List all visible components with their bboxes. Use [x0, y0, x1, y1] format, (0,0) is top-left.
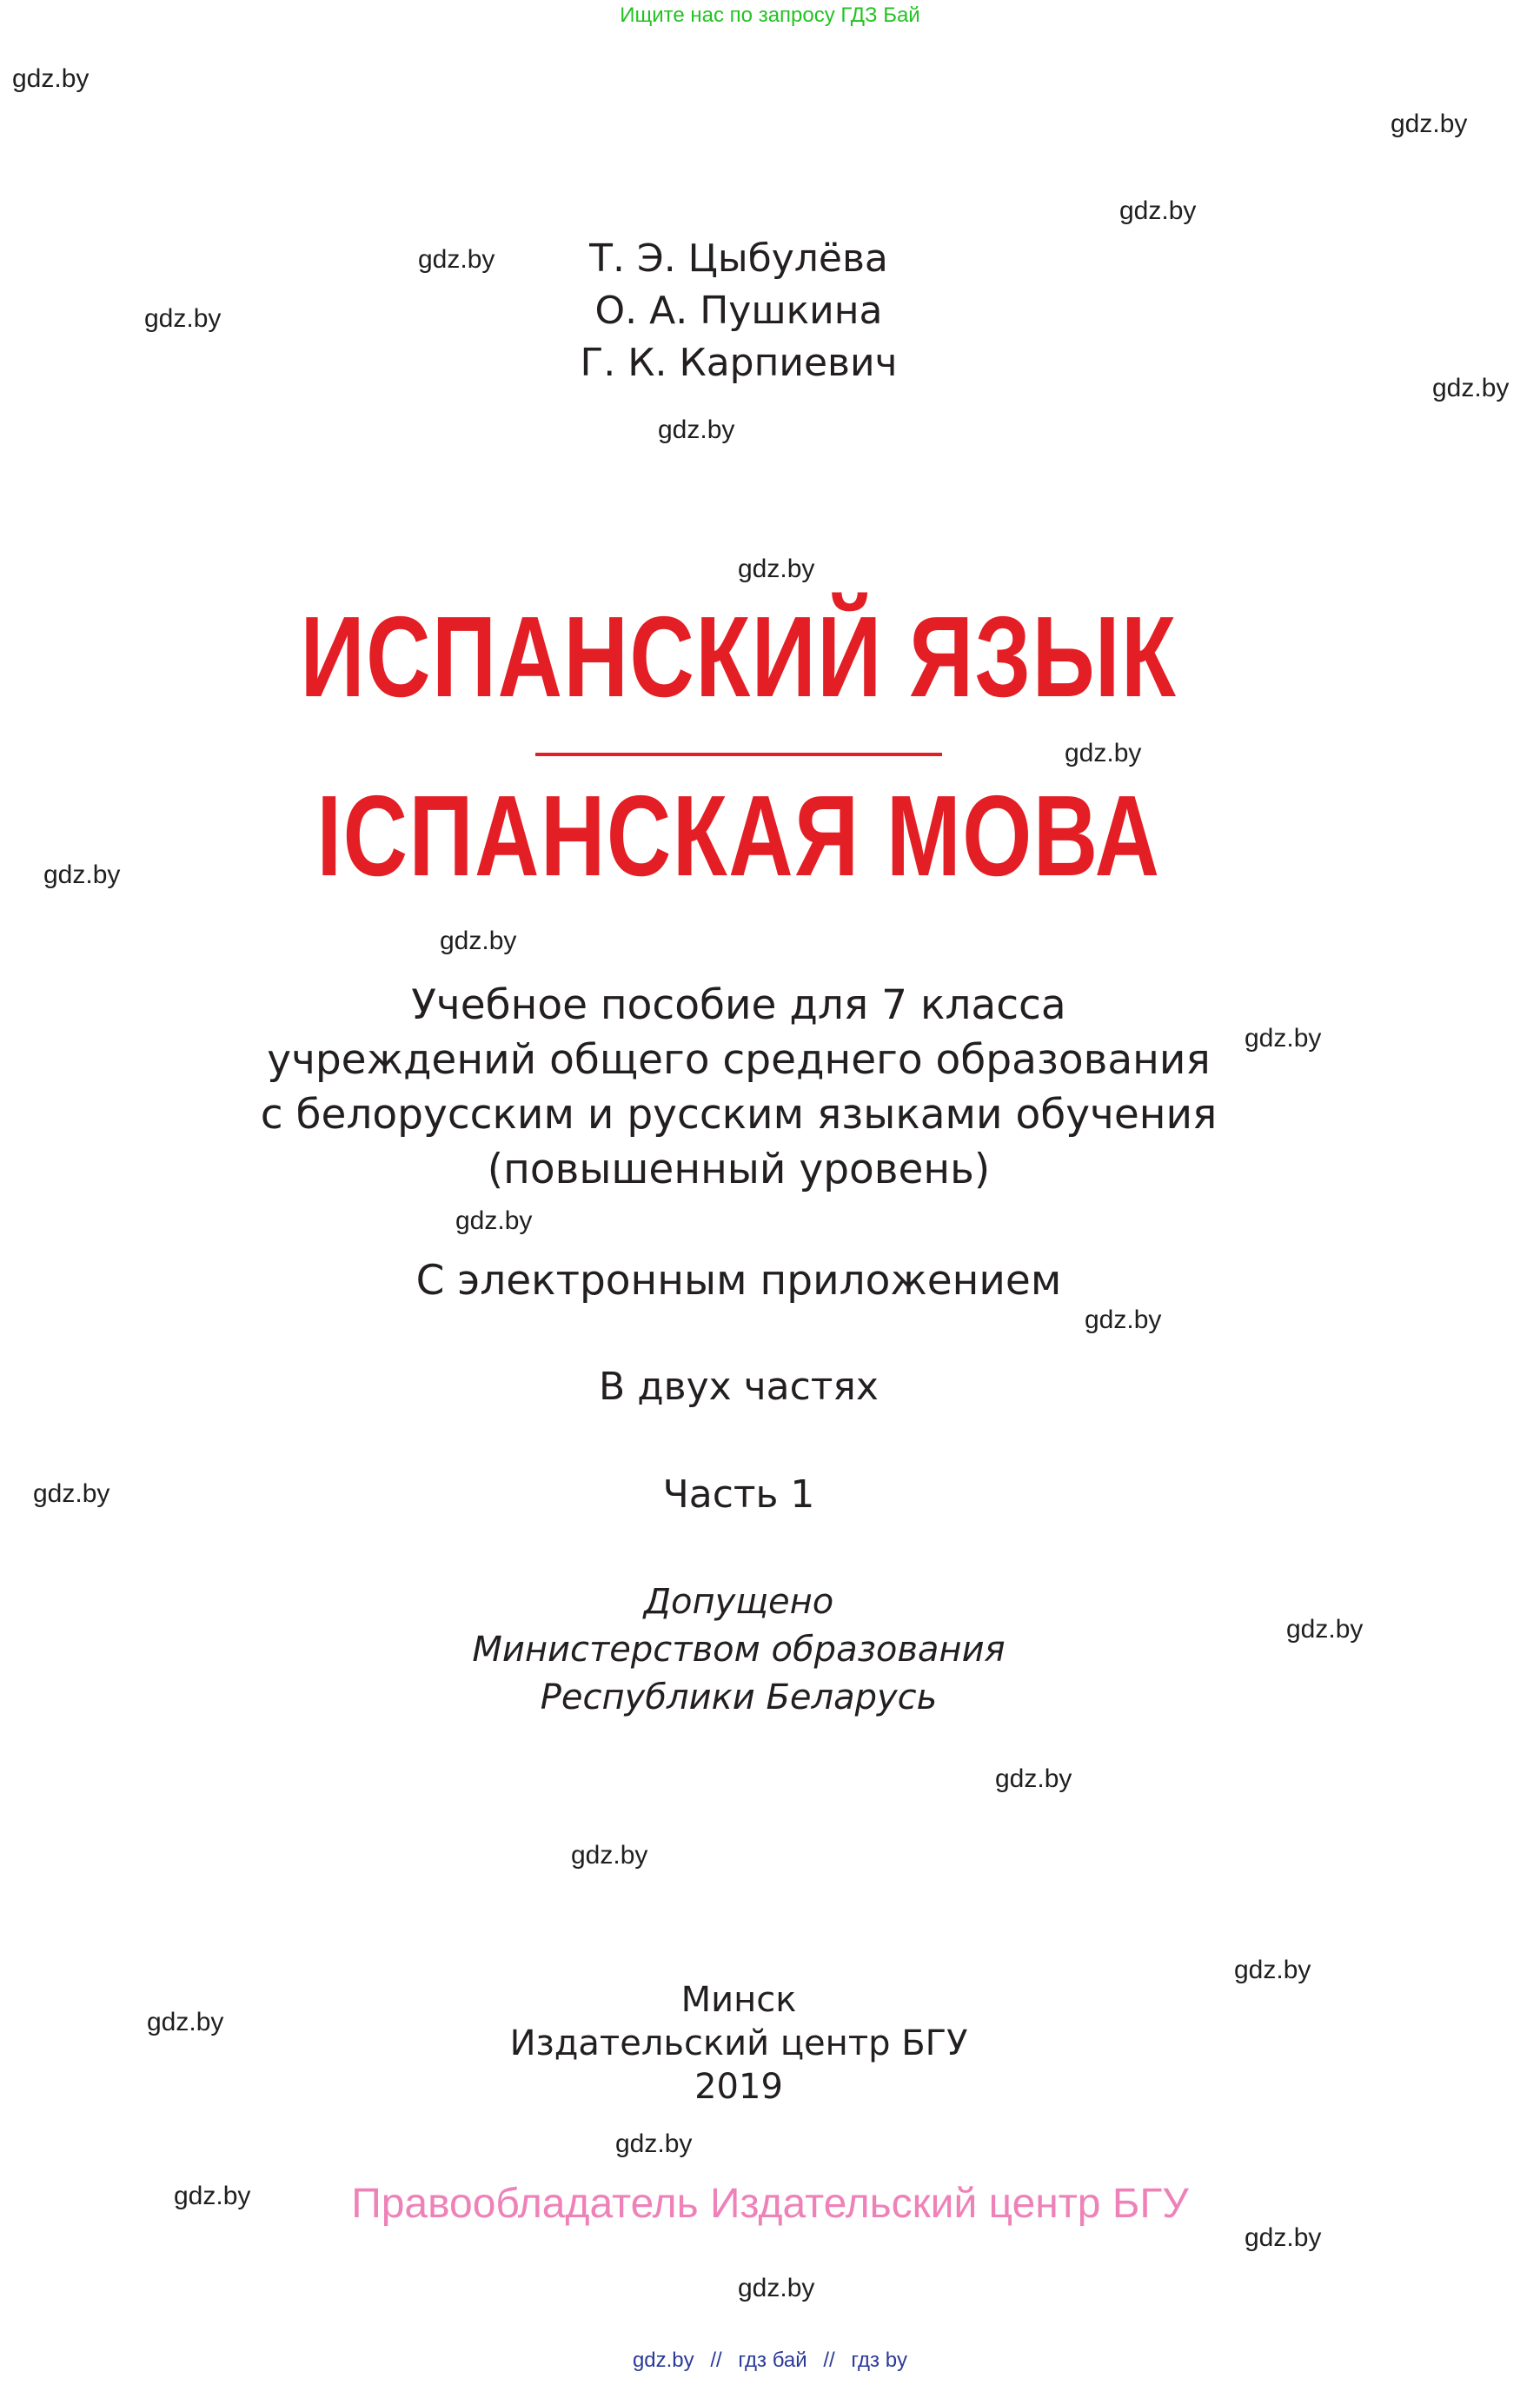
approval-note	[0, 1578, 1477, 1722]
imprint	[0, 1978, 1477, 2109]
watermark: gdz.by	[174, 2182, 251, 2210]
footer-link-gdz-by[interactable]: gdz.by	[632, 2348, 694, 2372]
parts-info: В двух частях	[599, 1365, 879, 1409]
footer-link-gdz-bai[interactable]: гдз бай	[738, 2348, 807, 2372]
watermark: gdz.by	[571, 1841, 648, 1870]
imprint-year: 2019	[694, 2067, 783, 2107]
watermark: gdz.by	[147, 2008, 224, 2036]
watermark: gdz.by	[1245, 1024, 1322, 1053]
watermark: gdz.by	[1085, 1305, 1162, 1334]
author-name: О. А. Пушкина	[594, 289, 883, 333]
title-russian: ИСПАНСКИЙ ЯЗЫК	[300, 593, 1178, 721]
watermark: gdz.by	[12, 64, 90, 93]
watermark: gdz.by	[1245, 2223, 1322, 2252]
watermark: gdz.by	[455, 1206, 533, 1235]
watermark: gdz.by	[43, 860, 121, 889]
watermark: gdz.by	[738, 555, 815, 583]
watermark: gdz.by	[738, 2274, 815, 2302]
imprint-publisher: Издательский центр БГУ	[509, 2023, 968, 2063]
subtitle-line: (повышенный уровень)	[487, 1146, 991, 1193]
watermark: gdz.by	[615, 2129, 693, 2158]
watermark: gdz.by	[1119, 196, 1197, 225]
watermark: gdz.by	[1286, 1615, 1364, 1644]
footer-separator: //	[710, 2348, 722, 2372]
top-banner[interactable]: Ищите нас по запросу ГДЗ Бай	[620, 3, 920, 27]
title-belarusian: ІСПАНСКАЯ МОВА	[316, 772, 1161, 900]
approval-line: Республики Беларусь	[540, 1677, 938, 1717]
watermark: gdz.by	[440, 927, 517, 955]
watermark: gdz.by	[1432, 374, 1510, 402]
subtitle-line: учреждений общего среднего образования	[267, 1036, 1211, 1084]
authors	[0, 233, 1477, 389]
rights-holder: Правообладатель Издательский центр БГУ	[351, 2181, 1189, 2227]
watermark: gdz.by	[144, 304, 222, 333]
watermark: gdz.by	[1065, 739, 1142, 767]
author-name: Г. К. Карпиевич	[580, 341, 898, 385]
approval-line: Министерством образования	[472, 1630, 1006, 1670]
author-name: Т. Э. Цыбулёва	[589, 236, 888, 281]
approval-line: Допущено	[643, 1582, 834, 1622]
watermark: gdz.by	[33, 1479, 110, 1508]
watermark: gdz.by	[995, 1764, 1072, 1793]
title-divider	[535, 753, 942, 756]
watermark: gdz.by	[418, 245, 495, 274]
subtitle	[0, 978, 1477, 1197]
watermark: gdz.by	[1234, 1956, 1311, 1984]
footer-link-gdz-by-cyr[interactable]: гдз by	[851, 2348, 908, 2372]
subtitle-line: с белорусским и русским языками обучения	[260, 1091, 1218, 1139]
imprint-city: Минск	[680, 1980, 797, 2020]
subtitle-line: Учебное пособие для 7 класса	[411, 981, 1066, 1029]
watermark: gdz.by	[1391, 110, 1468, 138]
footer-links	[0, 2348, 1540, 2373]
electronic-app-note: С электронным приложением	[415, 1257, 1062, 1305]
footer-separator: //	[823, 2348, 835, 2372]
watermark: gdz.by	[658, 415, 735, 444]
part-number: Часть 1	[662, 1472, 815, 1517]
